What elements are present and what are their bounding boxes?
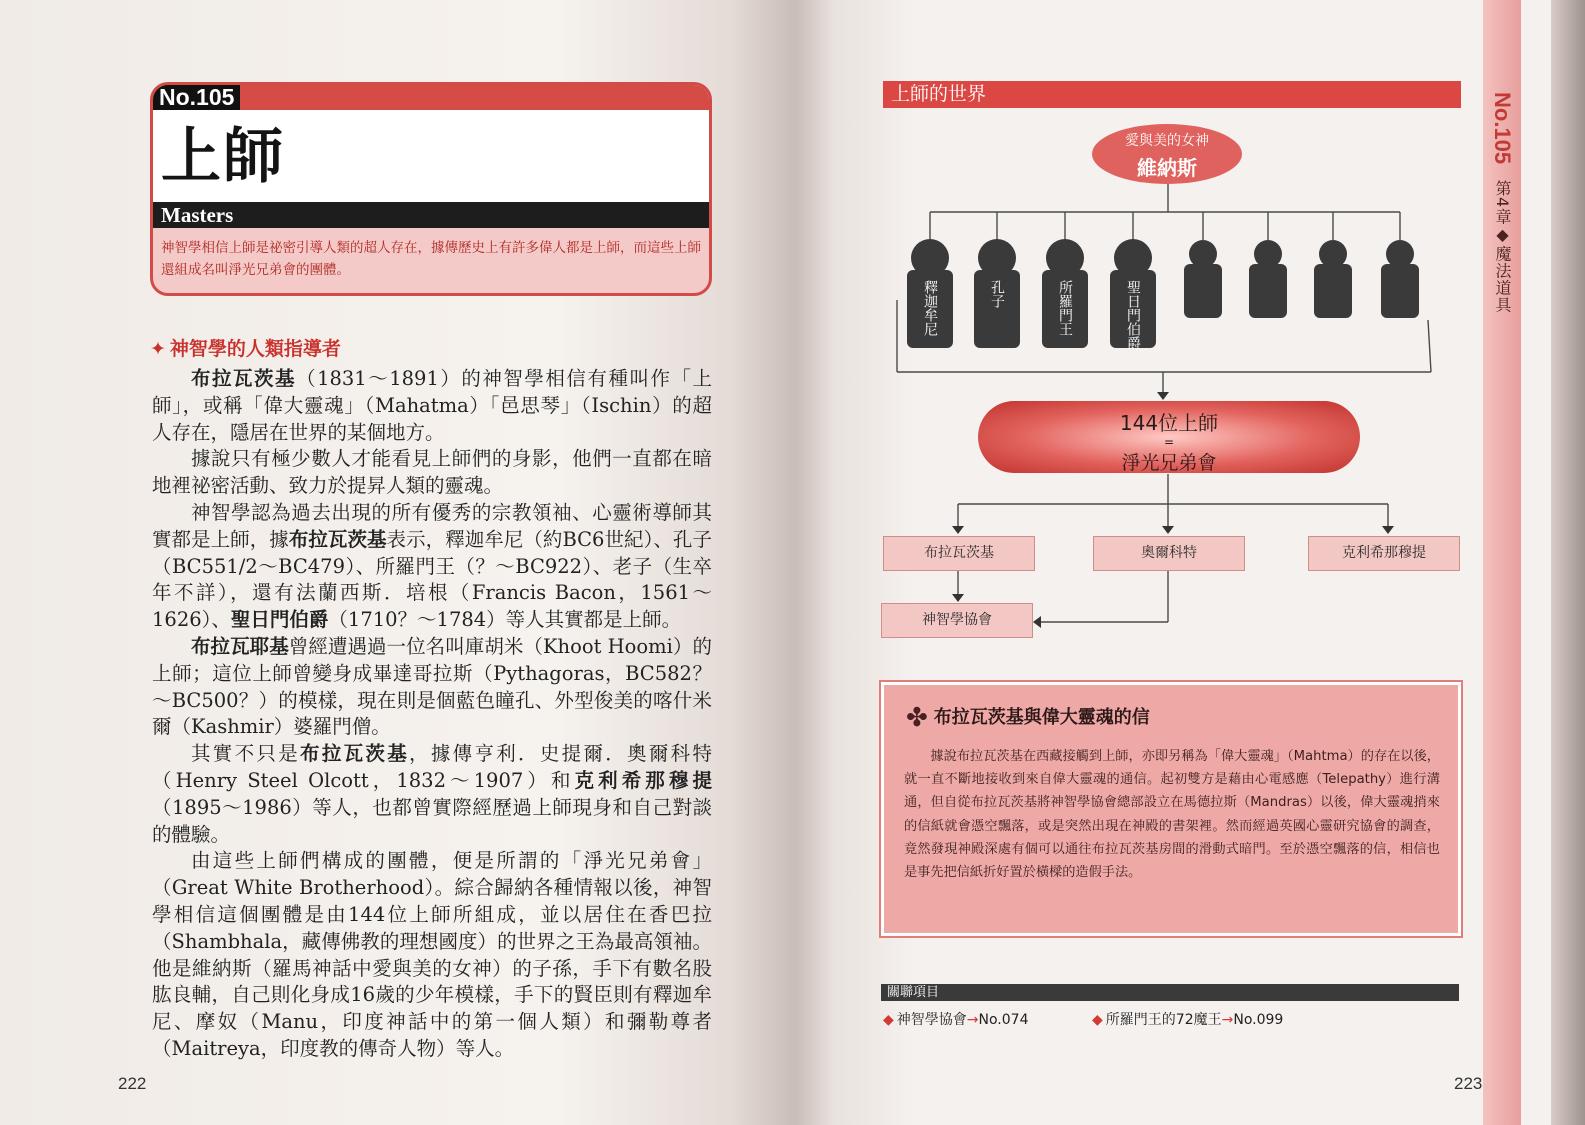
figure-head <box>1254 240 1282 268</box>
section-heading <box>150 336 341 362</box>
text-run: 表示，釋迦牟尼（約BC6世紀）、孔子（BC551/2～BC479）、所羅門王（？～BC922）、老子（生卒年不詳），還有法蘭西斯．培根（Francis Bacon，1561～1626）、 <box>152 527 712 632</box>
figure-body <box>1184 264 1222 318</box>
summary-text: 神智學相信上師是祕密引導人類的超人存在，據傳歷史上有許多偉人都是上師，而這些上師還組成名叫淨光兄弟會的團體。 <box>161 240 701 278</box>
right-page <box>795 0 1585 1125</box>
diamond-icon: ◆ <box>1092 1012 1103 1028</box>
figure-body <box>1314 264 1352 318</box>
related-label: 關聯項目 <box>881 984 1459 1001</box>
arrow-down-icon <box>952 526 964 534</box>
brotherhood-name: 淨光兄弟會 <box>1121 452 1217 474</box>
arrow-down-icon <box>952 594 964 602</box>
bold-name: 克利希那穆提 <box>574 768 712 792</box>
figure-head <box>1189 240 1217 268</box>
text-run: （1710？～1784）等人其實都是上師。 <box>328 608 682 632</box>
master-figure <box>974 239 1020 348</box>
figure-label: 聖日門伯爵 <box>1125 280 1141 350</box>
masters-node <box>978 401 1360 473</box>
body-paragraph <box>152 848 712 1062</box>
column-text: 據說布拉瓦茨基在西藏接觸到上師，亦即另稱為「偉大靈魂」（Mahtma）的存在以後，就一直不斷地接收到來自偉大靈魂的通信。起初雙方是藉由心電感應（Telepathy）進行溝通，但自從布拉瓦茨基將神智學協會總部設立在馬德拉斯（Mandras）以後，偉大靈魂捎來的信紙就會憑空飄落，或是突然出現在神殿的書架裡。然而經過英國心靈研究協會的調查，竟然發現神殿深處有個可以通往布拉瓦茨基房間的滑動式暗門。至於憑空飄落的信，相信也是事先把信紙折好置於橫樑的造假手法。 <box>904 749 1440 881</box>
node-krishnamurti: 克利希那穆提 <box>1308 536 1460 571</box>
body-text <box>152 366 712 1063</box>
venus-name: 維納斯 <box>1137 156 1197 180</box>
text-run: 神智學認為過去出現的所有優秀的宗教領袖、心靈術導師其實都是上師，據 <box>152 500 712 551</box>
diamond-icon: ◆ <box>883 1012 894 1028</box>
page-number: 223 <box>1454 1074 1483 1093</box>
side-chapter: 第4章◆魔法道具 <box>1493 180 1512 314</box>
node-blavatsky: 布拉瓦茨基 <box>883 536 1035 571</box>
diagram-title: 上師的世界 <box>883 81 1461 108</box>
page-edge <box>1551 0 1585 1125</box>
arrow-down-icon <box>1162 526 1174 534</box>
venus-caption: 愛與美的女神 <box>1125 133 1209 149</box>
chapter-tab <box>1483 0 1521 1125</box>
text-run: 曾經遭遇過一位名叫庫胡米（Khoot Hoomi）的上師；這位上師曾變身成畢達哥拉斯（Pythagoras，BC582？～BC500？）的模樣，現在則是個藍色瞳孔、外型俊美的喀什米爾（Kashmir）婆羅門僧。 <box>152 634 712 739</box>
body-paragraph <box>152 446 712 500</box>
figure-body <box>1249 264 1287 318</box>
text-run: ，據傳亨利．史提爾．奧爾科特（Henry Steel Olcott，1832～1907）和 <box>152 742 712 792</box>
figure-label: 釋迦牟尼 <box>922 280 938 336</box>
figure-label: 孔子 <box>989 280 1005 308</box>
text-run: 據說只有極少數人才能看見上師們的身影，他們一直都在暗地裡祕密活動、致力於提昇人類的靈魂。 <box>152 447 712 498</box>
master-figure <box>1042 239 1088 348</box>
clover-icon: ✤ <box>906 703 928 733</box>
master-figure <box>1249 240 1287 318</box>
figure-label: 所羅門王 <box>1057 280 1073 336</box>
master-figure <box>907 239 953 348</box>
related-item-2[interactable]: ◆ 所羅門王的72魔王→No.099 <box>1092 1012 1284 1028</box>
bold-name: 布拉瓦茨基 <box>288 527 387 551</box>
page-title: 上師 <box>161 122 285 192</box>
body-paragraph <box>152 634 712 741</box>
column-box <box>881 682 1461 936</box>
text-run: （1831～1891）的神智學相信有種叫作「上師」，或稱「偉大靈魂」（Mahatma）「邑思琴」（Ischin）的超人存在，隱居在世界的某個地方。 <box>152 367 712 444</box>
node-olcott: 奧爾科特 <box>1093 536 1245 571</box>
page-number: 222 <box>118 1074 147 1093</box>
body-paragraph <box>152 500 712 634</box>
column-heading <box>906 703 1150 733</box>
master-figure <box>1110 239 1156 350</box>
text-run: 其實不只是 <box>191 742 301 766</box>
bold-name: 聖日門伯爵 <box>230 608 329 632</box>
text-run: （1895～1986）等人，也都曾實際經歷過上師現身和自己對談的體驗。 <box>152 795 712 846</box>
masters-count: 144位上師 <box>1119 411 1219 435</box>
arrow-left-icon <box>1033 616 1041 628</box>
text-run: 由這些上師們構成的團體，便是所謂的「淨光兄弟會」（Great White Brotherhood）。綜合歸納各種情報以後，神智學相信這個團體是由144位上師所組成，並以居住在香巴拉（Shambhala，藏傳佛教的理想國度）的世界之王為最高領袖。他是維納斯（羅馬神話中愛與美的女神）的子孫，手下有數名股肱良輔，自己則化身成16歲的少年模樣，手下的賢臣則有釋迦牟尼、摩奴（Manu，印度神話中的第一個人類）和彌勒尊者（Maitreya，印度教的傳奇人物）等人。 <box>152 849 712 1060</box>
master-figure <box>1314 240 1352 318</box>
side-number: No.105 <box>1490 92 1515 165</box>
bold-name: 布拉瓦耶基 <box>191 634 289 658</box>
figure-head <box>1319 240 1347 268</box>
star-icon: ✦ <box>150 338 166 360</box>
arrow-right-icon: → <box>966 1012 979 1028</box>
section-title: 神智學的人類指導者 <box>169 338 341 360</box>
entry-number: No.105 <box>153 85 240 110</box>
figure-head <box>1386 240 1414 268</box>
arrow-right-icon: → <box>1221 1012 1234 1028</box>
related-item-1[interactable]: ◆ 神智學協會→No.074 <box>883 1012 1029 1028</box>
master-figure <box>1381 240 1419 318</box>
bold-name: 布拉瓦茨基 <box>300 742 410 766</box>
bold-name: 布拉瓦茨基 <box>191 367 297 390</box>
body-paragraph <box>152 366 712 446</box>
equals-sign: = <box>1163 435 1175 449</box>
venus-node <box>1092 124 1242 184</box>
body-paragraph <box>152 741 712 848</box>
column-title: 布拉瓦茨基與偉大靈魂的信 <box>933 707 1150 728</box>
master-figure <box>1184 240 1222 318</box>
figure-body <box>1381 264 1419 318</box>
title-box <box>150 82 712 296</box>
arrow-down-icon <box>1157 392 1169 400</box>
arrow-down-icon <box>1382 526 1394 534</box>
english-title: Masters <box>161 203 234 227</box>
figure-group <box>907 239 1419 350</box>
node-theosophical-society: 神智學協會 <box>881 603 1033 638</box>
